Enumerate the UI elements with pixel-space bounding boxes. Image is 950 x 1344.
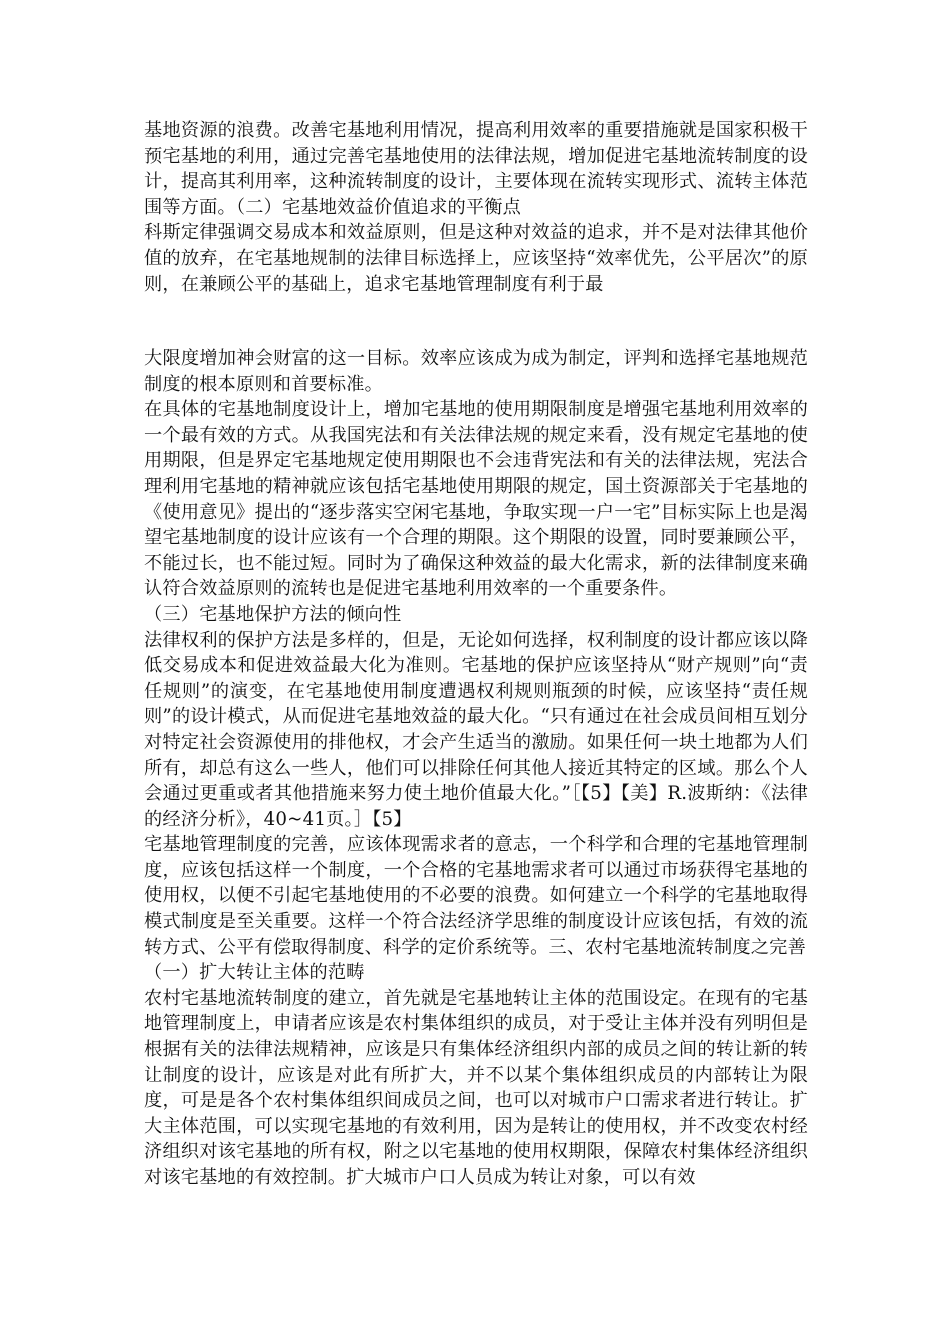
section-heading: （一）扩大转让主体的范畴 <box>144 962 365 984</box>
text-block-upper <box>144 118 808 297</box>
paragraph: 在具体的宅基地制度设计上，增加宅基地的使用期限制度是增强宅基地利用效率的一个最有效的方式。从我国宪法和有关法律法规的规定来看，没有规定宅基地的使用期限，但是界定宅基地规定使用期限也不会违背宪法和有关的法律法规，宪法合理利用宅基地的精神就应该包括宅基地使用期限的规定，国土资源部关于宅基地的《使用意见》提出的“逐步落实空闲宅基地，争取实现一户一宅”目标实际上也是渴望宅基地制度的设计应该有一个合理的期限。这个期限的设置，同时要兼顾公平，不能过长，也不能过短。同时为了确保这种效益的最大化需求，新的法律制度来确认符合效益原则的流转也是促进宅基地利用效率的一个重要条件。 <box>144 399 808 600</box>
section-heading: （三）宅基地保护方法的倾向性 <box>144 603 402 625</box>
text-block-lower <box>144 346 808 1191</box>
paragraph: 科斯定律强调交易成本和效益原则，但是这种对效益的追求，并不是对法律其他价值的放弃，在宅基地规制的法律目标选择上，应该坚持“效率优先，公平居次”的原则，在兼顾公平的基础上，追求宅基地管理制度有利于最 <box>144 222 808 295</box>
paragraph: 基地资源的浪费。改善宅基地利用情况，提高利用效率的重要措施就是国家积极干预宅基地的利用，通过完善宅基地使用的法律法规，增加促进宅基地流转制度的设计，提高其利用率，这种流转制度的设计，主要体现在流转实现形式、流转主体范围等方面。（二）宅基地效益价值追求的平衡点 <box>144 120 808 218</box>
paragraph: 法律权利的保护方法是多样的，但是，无论如何选择，权利制度的设计都应该以降低交易成本和促进效益最大化为准则。宅基地的保护应该坚持从“财产规则”向“责任规则”的演变，在宅基地使用制度遭遇权利规则瓶颈的时候，应该坚持“责任规则”的设计模式，从而促进宅基地效益的最大化。“只有通过在社会成员间相互划分对特定社会资源使用的排他权，才会产生适当的激励。如果任何一块土地都为人们所有，却总有这么一些人，他们可以排除任何其他人接近其特定的区域。那么个人会通过更重或者其他措施来努力使土地价值最大化。”［【5】【美】R.波斯纳：《法律的经济分析》，40~41页。］【5】 <box>144 629 808 830</box>
paragraph: 宅基地管理制度的完善，应该体现需求者的意志，一个科学和合理的宅基地管理制度，应该包括这样一个制度，一个合格的宅基地需求者可以通过市场获得宅基地的使用权，以便不引起宅基地使用的不必要的浪费。如何建立一个科学的宅基地取得模式制度是至关重要。这样一个符合法经济学思维的制度设计应该包括，有效的流转方式、公平有偿取得制度、科学的定价系统等。三、农村宅基地流转制度之完善 <box>144 834 808 958</box>
paragraph: 农村宅基地流转制度的建立，首先就是宅基地转让主体的范围设定。在现有的宅基地管理制度上，申请者应该是农村集体组织的成员，对于受让主体并没有列明但是根据有关的法律法规精神，应该是只有集体经济组织内部的成员之间的转让新的转让制度的设计，应该是对此有所扩大，并不以某个集体组织成员的内部转让为限度，可是是各个农村集体组织间成员之间，也可以对城市户口需求者进行转让。扩大主体范围，可以实现宅基地的有效利用，因为是转让的使用权，并不改变农村经济组织对该宅基地的所有权，附之以宅基地的使用权期限，保障农村集体经济组织对该宅基地的有效控制。扩大城市户口人员成为转让对象，可以有效 <box>144 987 808 1188</box>
paragraph: 大限度增加神会财富的这一目标。效率应该成为成为制定，评判和选择宅基地规范制度的根本原则和首要标准。 <box>144 348 808 395</box>
